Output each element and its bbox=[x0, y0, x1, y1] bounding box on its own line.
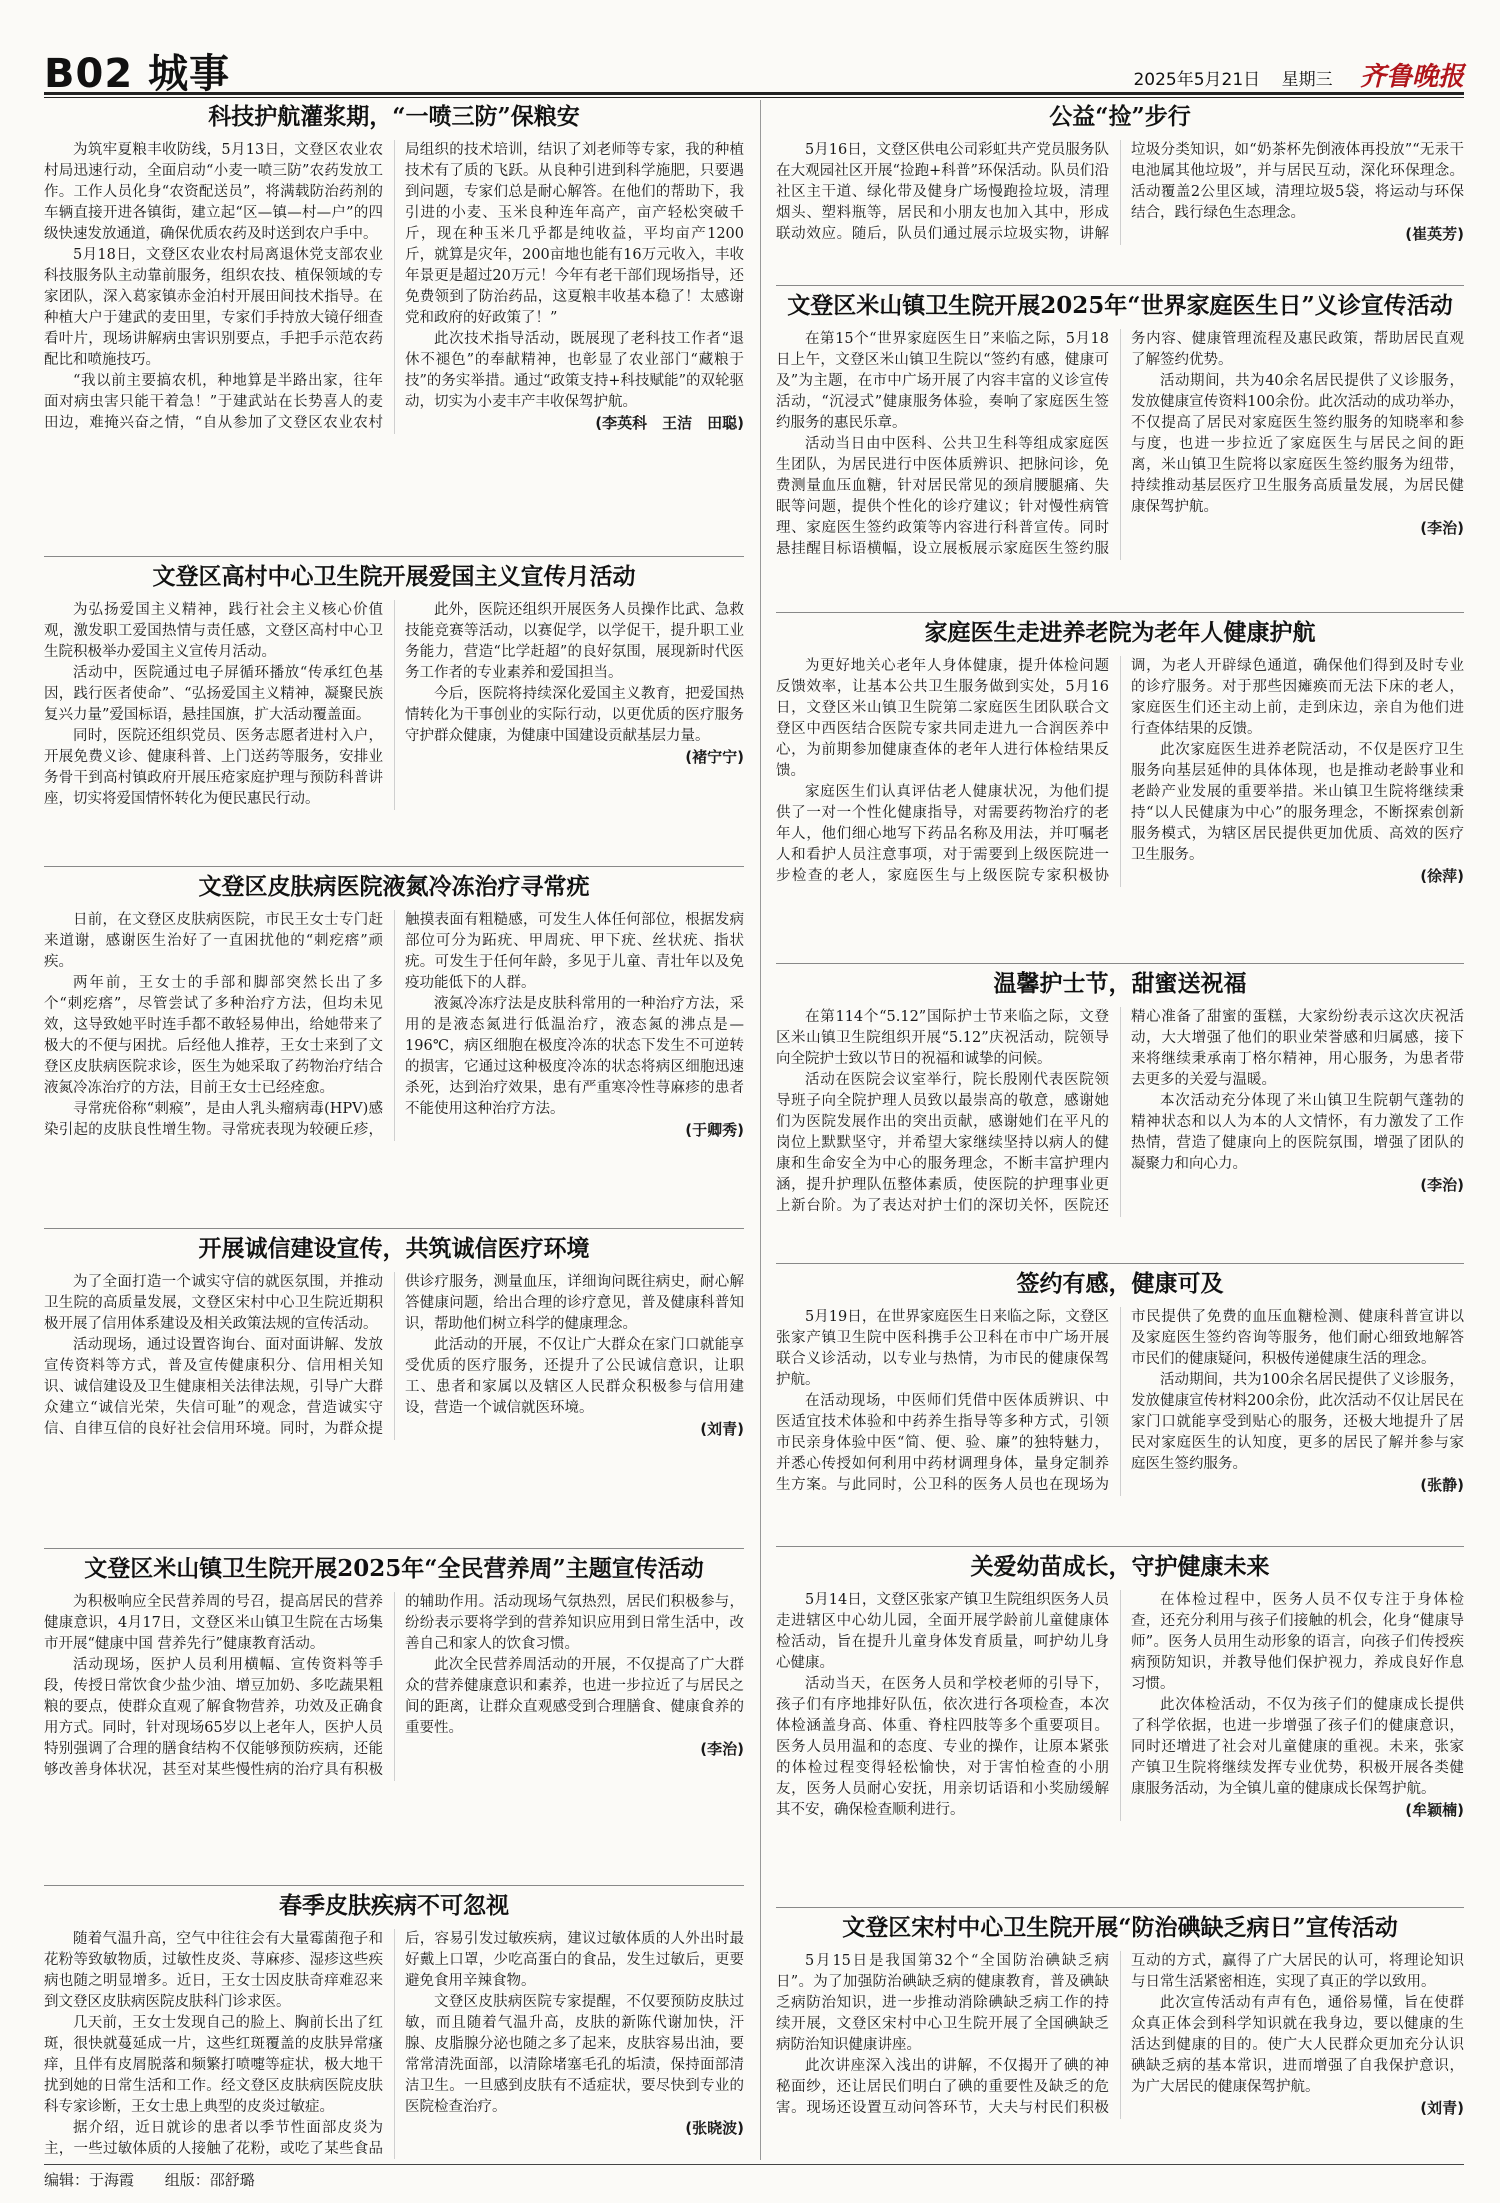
article-byline: (张晓波) bbox=[685, 2119, 744, 2137]
article-paragraph: 此活动的开展，不仅让广大群众在家门口就能享受优质的医疗服务，还提升了公民诚信意识，让职工、患者和家属以及辖区人民群众积极参与信用建设，营造一个诚信就医环境。 bbox=[405, 1337, 744, 1416]
article-separator bbox=[44, 1885, 744, 1886]
article-paragraph: 为了全面打造一个诚实守信的就医氛围，并推动卫生院的高质量发展，文登区宋村中心卫生院近期积极开展了信用体系建设及相关政策法规的宣传活动。 bbox=[44, 1274, 383, 1332]
article-paragraph: 为积极响应全民营养周的号召，提高居民的营养健康意识，4月17日，文登区米山镇卫生院在古场集市开展“健康中国 营养先行”健康教育活动。 bbox=[44, 1594, 383, 1652]
article-paragraph: 家庭医生们认真评估老人健康状况，为他们提供了一对一个性化健康指导，对需要药物治疗的老年人，他们细心地写下药品名称及用法，并叮嘱老人和看护人员注意事项，对于需要到上级医院进一步检查的老人，家庭医生与上级医院专家积极协调，为老人开辟绿色通道，确保他们得到及时专业的诊疗服务。对于那些因瘫痪而无法下床的老人，家庭医生们还主动上前，走到床边，亲自为他们进行查体结果的反馈。 bbox=[776, 658, 1464, 884]
article-paragraph: 活动中，医院通过电子屏循环播放“传承红色基因，践行医者使命”、“弘扬爱国主义精神，凝聚民族复兴力量”爱国标语，悬挂国旗，扩大活动覆盖面。 bbox=[44, 665, 383, 723]
article-body bbox=[776, 140, 1464, 245]
article bbox=[776, 616, 1464, 960]
article-paragraph: 5月16日，文登区供电公司彩虹共产党员服务队在大观园社区开展“捡跑+科普”环保活动。队员们沿社区主干道、绿化带及健身广场慢跑捡垃圾，清理烟头、塑料瓶等，居民和小朋友也加入其中，形成联动效应。随后，队员们通过展示垃圾实物，讲解垃圾分类知识，如“奶茶杯先倒液体再投放”“无汞干电池属其他垃圾”，并与居民互动，深化环保理念。活动覆盖2公里区域，清理垃圾5袋，将运动与环保结合，践行绿色生态理念。 bbox=[776, 142, 1464, 242]
article-body bbox=[44, 1272, 744, 1440]
article-separator bbox=[776, 1546, 1464, 1547]
article-paragraph: 在第15个“世界家庭医生日”来临之际，5月18日上午，文登区米山镇卫生院以“签约有感，健康可及”为主题，在市中广场开展了内容丰富的义诊宣传活动，“沉浸式”健康服务体验，奏响了家庭医生签约服务的惠民乐章。 bbox=[776, 331, 1109, 431]
article-byline: (张静) bbox=[1420, 1476, 1464, 1494]
article-separator bbox=[44, 866, 744, 867]
article-paragraph: 几天前，王女士发现自己的脸上、胸前长出了红斑，很快就蔓延成一片，这些红斑覆盖的皮肤异常瘙痒，且伴有皮屑脱落和频繁打喷嚏等症状，极大地干扰到她的日常生活和工作。经文登区皮肤病医院皮肤科专家诊断，王女士患上典型的皮炎过敏症。 bbox=[44, 2015, 383, 2115]
article-byline: (李英科 王洁 田聪) bbox=[595, 414, 744, 432]
article-paragraph: 本次活动充分体现了米山镇卫生院朝气蓬勃的精神状态和以人为本的人文情怀，有力激发了工作热情，营造了健康向上的医院氛围，增强了团队的凝聚力和向心力。 bbox=[1131, 1093, 1464, 1172]
article-byline: (褚宁宁) bbox=[685, 748, 744, 766]
article-byline: (李治) bbox=[1420, 519, 1464, 537]
article-paragraph: 活动期间，共为100余名居民提供了义诊服务，发放健康宣传材料200余份，此次活动不仅让居民在家门口就能享受到贴心的服务，还极大地提升了居民对家庭医生的认知度，更多的居民了解并参与家庭医生签约服务。 bbox=[1131, 1372, 1464, 1472]
article-title: 签约有感，健康可及 bbox=[1016, 1270, 1224, 1297]
article-paragraph: 今后，医院将持续深化爱国主义教育，把爱国热情转化为干事创业的实际行动，以更优质的医疗服务守护群众健康，为健康中国建设贡献基层力量。 bbox=[405, 686, 744, 744]
article-paragraph: 为更好地关心老年人身体健康，提升体检问题反馈效率，让基本公共卫生服务做到实处，5月16日，文登区米山镇卫生院第二家庭医生团队联合文登区中西医结合医院专家共同走进九一合润医养中心，为前期参加健康查体的老年人进行体检结果反馈。 bbox=[776, 658, 1109, 779]
article-title: 文登区皮肤病医院液氮冷冻治疗寻常疣 bbox=[198, 873, 590, 900]
article-paragraph: 据介绍，近日就诊的患者以季节性面部皮炎为主，一些过敏体质的人接触了花粉，或吃了某些食品后，容易引发过敏疾病，建议过敏体质的人外出时最好戴上口罩，少吃高蛋白的食品，发生过敏后，更要避免食用辛辣食物。 bbox=[44, 1931, 744, 2157]
article-paragraph: 在第114个“5.12”国际护士节来临之际，文登区米山镇卫生院组织开展“5.12”庆祝活动，院领导向全院护士致以节日的祝福和诚挚的问候。 bbox=[776, 1009, 1109, 1067]
article-paragraph: 在体检过程中，医务人员不仅专注于身体检查，还充分利用与孩子们接触的机会，化身“健康导师”。医务人员用生动形象的语言，向孩子们传授疾病预防知识，并教导他们保护视力，养成良好作息习惯。 bbox=[1131, 1592, 1464, 1692]
article-paragraph: 活动当天，在医务人员和学校老师的引导下，孩子们有序地排好队伍，依次进行各项检查，本次体检涵盖身高、体重、脊柱四肢等多个重要项目。医务人员用温和的态度、专业的操作，让原本紧张的体检过程变得轻松愉快，对于害怕检查的小朋友，医务人员耐心安抚，用亲切话语和小奖励缓解其不安，确保检查顺利进行。 bbox=[776, 1676, 1109, 1818]
article bbox=[44, 1889, 744, 2159]
issue-date: 2025年5月21日 bbox=[1133, 70, 1261, 90]
article-byline: (李治) bbox=[1420, 1176, 1464, 1194]
article-title: 春季皮肤疾病不可忽视 bbox=[279, 1892, 509, 1919]
article-paragraph: 此次宣传活动有声有色，通俗易懂，旨在使群众真正体会到科学知识就在我身边，要以健康的生活达到健康的目的。使广大人民群众更加充分认识碘缺乏病的基本常识，进而增强了自我保护意识，为广大居民的健康保驾护航。 bbox=[1131, 1995, 1464, 2095]
article-separator bbox=[776, 612, 1464, 613]
article-body bbox=[44, 600, 744, 810]
article bbox=[44, 560, 744, 863]
article-body bbox=[44, 1929, 744, 2159]
article bbox=[776, 1550, 1464, 1904]
article bbox=[44, 100, 744, 552]
article-paragraph: 活动现场，医护人员利用横幅、宣传资料等手段，传授日常饮食少盐少油、增豆加奶、多吃蔬果粗粮的要点，使群众直观了解食物营养，功效及正确食用方式。同时，针对现场65岁以上老年人，医护人员特别强调了合理的膳食结构不仅能够预防疾病，还能够改善身体状况，甚至对某些慢性病的治疗具有积极的辅助作用。活动现场气氛热烈，居民们积极参与，纷纷表示要将学到的营养知识应用到日常生活中，改善自己和家人的饮食习惯。 bbox=[44, 1594, 744, 1778]
masthead bbox=[44, 38, 1464, 97]
issue-weekday: 星期三 bbox=[1281, 70, 1333, 90]
article bbox=[776, 967, 1464, 1260]
editor-credit: 编辑：于海霞 bbox=[44, 2171, 135, 2189]
article-paragraph: 此次全民营养周活动的开展，不仅提高了广大群众的营养健康意识和素养，也进一步拉近了与居民之间的距离，让群众直观感受到合理膳食、健康食养的重要性。 bbox=[405, 1657, 744, 1736]
article-body bbox=[44, 1592, 744, 1781]
article-paragraph: 此次讲座深入浅出的讲解，不仅揭开了碘的神秘面纱，还让居民们明白了碘的重要性及缺乏的危害。现场还设置互动问答环节，大夫与村民们积极互动的方式，赢得了广大居民的认可，将理论知识与日常生活紧密相连，实现了真正的学以致用。 bbox=[776, 1953, 1464, 2116]
article-paragraph: 此次家庭医生进养老院活动，不仅是医疗卫生服务向基层延伸的具体体现，也是推动老龄事业和老龄产业发展的重要举措。米山镇卫生院将继续秉持“以人民健康为中心”的服务理念，不断探索创新服务模式，为辖区居民提供更加优质、高效的医疗卫生服务。 bbox=[1131, 742, 1464, 863]
article-paragraph: 5月14日，文登区张家产镇卫生院组织医务人员走进辖区中心幼儿园，全面开展学龄前儿童健康体检活动，旨在提升儿童身体发育质量，呵护幼儿身心健康。 bbox=[776, 1592, 1109, 1671]
article-title: 文登区高村中心卫生院开展爱国主义宣传月活动 bbox=[152, 563, 636, 590]
page-label: B02 城事 bbox=[44, 51, 231, 97]
article-title: 科技护航灌浆期，“一喷三防”保粮安 bbox=[208, 103, 580, 130]
article-separator bbox=[776, 963, 1464, 964]
masthead-rule bbox=[44, 92, 1464, 95]
article bbox=[776, 289, 1464, 609]
article-body bbox=[776, 1951, 1464, 2119]
article-paragraph: 文登区皮肤病医院专家提醒，不仅要预防皮肤过敏，而且随着气温升高，皮肤的新陈代谢加快，汗腺、皮脂腺分泌也随之多了起来，皮肤容易出油，要常常清洗面部，以清除堵塞毛孔的垢渍，保持面部清洁卫生。一旦感到皮肤有不适症状，要尽快到专业的医院检查治疗。 bbox=[405, 1994, 744, 2115]
article-body bbox=[44, 140, 744, 434]
article-paragraph: 活动当日由中医科、公共卫生科等组成家庭医生团队，为居民进行中医体质辨识、把脉问诊，免费测量血压血糖，针对居民常见的颈肩腰腿痛、失眠等问题，提供个性化的诊疗建议；针对慢性病管理、家庭医生签约政策等内容进行科普宣传。同时悬挂醒目标语横幅，设立展板展示家庭医生签约服务内容、健康管理流程及惠民政策，帮助居民直观了解签约优势。 bbox=[776, 331, 1464, 557]
column-divider bbox=[760, 100, 761, 2160]
paper-logo: 齐鲁晚报 bbox=[1359, 62, 1464, 92]
article-paragraph: 为弘扬爱国主义精神，践行社会主义核心价值观，激发职工爱国热情与责任感，文登区高村中心卫生院积极举办爱国主义宣传月活动。 bbox=[44, 602, 383, 660]
article-title: 家庭医生走进养老院为老年人健康护航 bbox=[924, 619, 1316, 646]
article-separator bbox=[44, 1228, 744, 1229]
article-paragraph: 此外，医院还组织开展医务人员操作比武、急救技能竞赛等活动，以赛促学，以学促干，提升职工业务能力，营造“比学赶超”的良好氛围，展现新时代医务工作者的专业素养和爱国担当。 bbox=[405, 602, 744, 681]
article-body bbox=[776, 1590, 1464, 1821]
article-paragraph: 5月15日是我国第32个“全国防治碘缺乏病日”。为了加强防治碘缺乏病的健康教育，普及碘缺乏病防治知识，进一步推动消除碘缺乏病工作的持续开展，文登区宋村中心卫生院开展了全国碘缺乏病防治知识健康讲座。 bbox=[776, 1953, 1109, 2053]
article-title: 开展诚信建设宣传，共筑诚信医疗环境 bbox=[198, 1235, 590, 1262]
article-title: 温馨护士节，甜蜜送祝福 bbox=[993, 970, 1247, 997]
article-separator bbox=[776, 285, 1464, 286]
article bbox=[44, 870, 744, 1225]
article-body bbox=[776, 1007, 1464, 1217]
article bbox=[44, 1552, 744, 1882]
article-paragraph: 日前，在文登区皮肤病医院，市民王女士专门赶来道谢，感谢医生治好了一直困扰他的“刺疙瘩”顽疾。 bbox=[44, 912, 383, 970]
article-paragraph: 活动在医院会议室举行，院长殷刚代表医院领导班子向全院护理人员致以最崇高的敬意，感谢她们为医院发展作出的突出贡献，感谢她们在平凡的岗位上默默坚守，并希望大家继续坚持以病人的健康和生命安全为中心的服务理念，不断丰富护理内涵，提升护理队伍整体素质，使医院的护理事业更上新台阶。为了表达对护士们的深切关怀，医院还精心准备了甜蜜的蛋糕，大家纷纷表示这次庆祝活动，大大增强了他们的职业荣誉感和归属感，接下来将继续秉承南丁格尔精神，用心服务，为患者带去更多的关爱与温暖。 bbox=[776, 1009, 1464, 1214]
article-title: 文登区米山镇卫生院开展2025年“世界家庭医生日”义诊宣传活动 bbox=[787, 292, 1453, 319]
article bbox=[776, 1267, 1464, 1543]
masthead-meta bbox=[1117, 56, 1464, 93]
article-body bbox=[776, 656, 1464, 887]
article-byline: (李治) bbox=[700, 1740, 744, 1758]
article-title: 文登区宋村中心卫生院开展“防治碘缺乏病日”宣传活动 bbox=[842, 1914, 1398, 1941]
article-byline: (徐萍) bbox=[1420, 867, 1464, 885]
designer-credit: 组版：邵舒璐 bbox=[164, 2171, 255, 2189]
article-title: 关爱幼苗成长，守护健康未来 bbox=[970, 1553, 1270, 1580]
article-body bbox=[44, 910, 744, 1141]
article bbox=[776, 1911, 1464, 2159]
article-byline: (刘青) bbox=[700, 1420, 744, 1438]
article-byline: (牟颖楠) bbox=[1405, 1801, 1464, 1819]
article bbox=[44, 1232, 744, 1545]
article-body bbox=[776, 1307, 1464, 1496]
article-paragraph: 5月19日，在世界家庭医生日来临之际，文登区张家产镇卫生院中医科携手公卫科在市中广场开展联合义诊活动，以专业与热情，为市民的健康保驾护航。 bbox=[776, 1309, 1109, 1388]
article-paragraph: 在活动现场，中医师们凭借中医体质辨识、中医适宜技术体验和中药养生指导等多种方式，引领市民亲身体验中医“简、便、验、廉”的独特魅力，并悉心传授如何利用中药材调理身体，量身定制养生方案。与此同时，公卫科的医务人员也在现场为市民提供了免费的血压血糖检测、健康科普宣讲以及家庭医生签约咨询等服务，他们耐心细致地解答市民们的健康疑问，积极传递健康生活的理念。 bbox=[776, 1309, 1464, 1493]
page-footer bbox=[44, 2164, 1464, 2190]
article-paragraph: 此次体检活动，不仅为孩子们的健康成长提供了科学依据，也进一步增强了孩子们的健康意识，同时还增进了社会对儿童健康的重视。未来，张家产镇卫生院将继续发挥专业优势，积极开展各类健康服务活动，为全镇儿童的健康成长保驾护航。 bbox=[1131, 1697, 1464, 1797]
article-paragraph: 为筑牢夏粮丰收防线，5月13日，文登区农业农村局迅速行动，全面启动“小麦一喷三防”农药发放工作。工作人员化身“农资配送员”，将满载防治药剂的车辆直接开进各镇街，建立起“区—镇—村—户”的四级快速发放通道，确保优质农药及时送到农户手中。 bbox=[44, 142, 383, 242]
article-byline: (崔英芳) bbox=[1405, 225, 1464, 243]
article-separator bbox=[44, 556, 744, 557]
article-paragraph: 活动现场，通过设置咨询台、面对面讲解、发放宣传资料等方式，普及宣传健康积分、信用相关知识、诚信建设及卫生健康相关法律法规，引导广大群众建立“诚信光荣，失信可耻”的观念，营造诚实守信、自律互信的良好社会信用环境。同时，为群众提供诊疗服务，测量血压，详细询问既往病史，耐心解答健康问题，给出合理的诊疗意见，普及健康科普知识，帮助他们树立科学的健康理念。 bbox=[44, 1274, 744, 1437]
article-paragraph: 寻常疣俗称“刺瘊”，是由人乳头瘤病毒(HPV)感染引起的皮肤良性增生物。寻常疣表现为较硬丘疹，触摸表面有粗糙感，可发生人体任何部位，根据发病部位可分为跖疣、甲周疣、甲下疣、丝状疣、指状疣。可发生于任何年龄，多见于儿童、青壮年以及免疫功能低下的人群。 bbox=[44, 912, 744, 1138]
article-byline: (刘青) bbox=[1420, 2099, 1464, 2117]
article-body bbox=[776, 329, 1464, 560]
article-separator bbox=[776, 1907, 1464, 1908]
article-separator bbox=[44, 1548, 744, 1549]
article-paragraph: 两年前，王女士的手部和脚部突然长出了多个“刺疙瘩”，尽管尝试了多种治疗方法，但均未见效，这导致她平时连手都不敢轻易伸出，给她带来了极大的不便与困扰。后经他人推荐，王女士来到了文登区皮肤病医院求诊，医生为她采取了药物治疗结合液氮冷冻治疗的方法，目前王女士已经痊愈。 bbox=[44, 975, 383, 1096]
article-paragraph: 随着气温升高，空气中往往会有大量霉菌孢子和花粉等致敏物质，过敏性皮炎、荨麻疹、湿疹这些疾病也随之明显增多。近日，王女士因皮肤奇痒难忍来到文登区皮肤病医院皮肤科门诊求医。 bbox=[44, 1931, 383, 2010]
article bbox=[776, 100, 1464, 282]
masthead-rule-thin bbox=[44, 97, 1464, 98]
article-paragraph: 活动期间，共为40余名居民提供了义诊服务，发放健康宣传资料100余份。此次活动的成功举办，不仅提高了居民对家庭医生签约服务的知晓率和参与度，也进一步拉近了家庭医生与居民之间的距离，米山镇卫生院将以家庭医生签约服务为纽带，持续推动基层医疗卫生服务高质量发展，为居民健康保驾护航。 bbox=[1131, 373, 1464, 515]
article-separator bbox=[776, 1263, 1464, 1264]
article-paragraph: 此次技术指导活动，既展现了老科技工作者“退休不褪色”的奉献精神，也彰显了农业部门“藏粮于技”的务实举措。通过“政策支持+科技赋能”的双轮驱动，切实为小麦丰产丰收保驾护航。 bbox=[405, 331, 744, 410]
article-byline: (于卿秀) bbox=[685, 1121, 744, 1139]
article-paragraph: “我以前主要搞农机，种地算是半路出家，往年面对病虫害只能干着急！”于建武站在长势喜人的麦田边，难掩兴奋之情，“自从参加了文登区农业农村局组织的技术培训，结识了刘老师等专家，我的种植技术有了质的飞跃。从良种引进到科学施肥，只要遇到问题，专家们总是耐心解答。在他们的帮助下，我引进的小麦、玉米良种连年高产，亩产轻松突破千斤，现在种玉米几乎都是纯收益，平均亩产1200斤，就算是灾年，200亩地也能有16万元收入，丰收年景更是超过20万元！今年有老干部们现场指导，还免费领到了防治药品，这夏粮丰收基本稳了！太感谢党和政府的好政策了！” bbox=[44, 142, 744, 431]
article-paragraph: 5月18日，文登区农业农村局离退休党支部农业科技服务队主动靠前服务，组织农技、植保领域的专家团队，深入葛家镇赤金泊村开展田间技术指导。在种植大户于建武的麦田里，专家们手持放大镜仔细查看叶片，现场讲解病虫害识别要点，手把手示范农药配比和喷施技巧。 bbox=[44, 247, 383, 368]
article-title: 文登区米山镇卫生院开展2025年“全民营养周”主题宣传活动 bbox=[84, 1555, 704, 1582]
article-title: 公益“捡”步行 bbox=[1049, 103, 1191, 130]
article-paragraph: 液氮冷冻疗法是皮肤科常用的一种治疗方法，采用的是液态氮进行低温治疗，液态氮的沸点是—196℃，病区细胞在极度冷冻的状态下发生不可逆转的损害，它通过这种极度冷冻的状态将病区细胞迅速杀死，达到治疗效果，患有严重寒冷性荨麻疹的患者不能使用这种治疗方法。 bbox=[405, 996, 744, 1117]
article-paragraph: 同时，医院还组织党员、医务志愿者进村入户，开展免费义诊、健康科普、上门送药等服务，安排业务骨干到高村镇政府开展压疮家庭护理与预防科普讲座，切实将爱国情怀转化为便民惠民行动。 bbox=[44, 728, 383, 807]
